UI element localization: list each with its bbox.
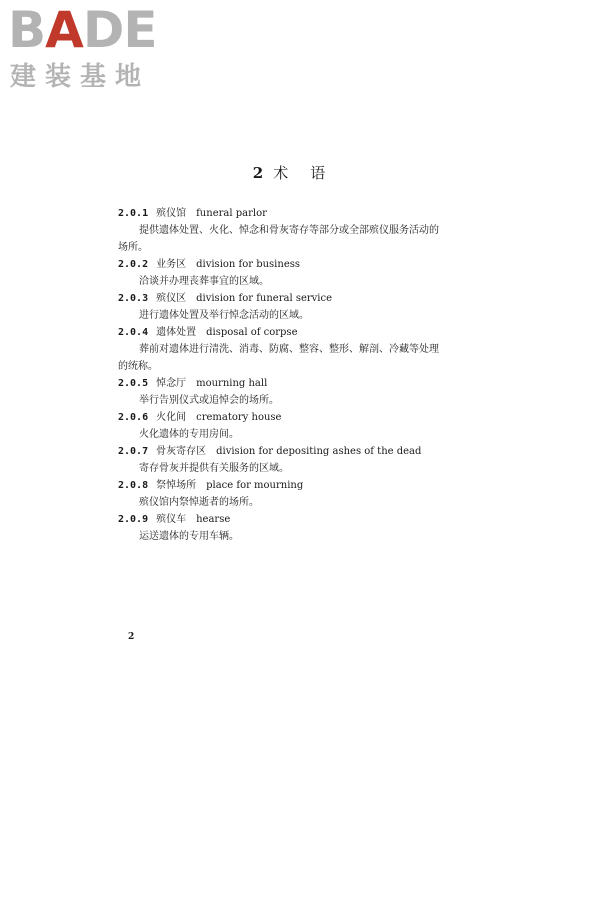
term-heading [118, 290, 448, 307]
term-english: division for business [196, 259, 301, 270]
term-heading [118, 477, 448, 494]
term-chinese: 火化间 [156, 412, 187, 423]
logo-letter-b: B [8, 1, 46, 59]
term-definition: 火化遗体的专用房间。 [139, 429, 239, 440]
term-definition: 提供遗体处置、火化、悼念和骨灰寄存等部分或全部殡仪服务活动的场所。 [118, 225, 439, 253]
term-number: 2.0.4 [118, 327, 149, 338]
term-heading [118, 256, 448, 273]
term-heading [118, 375, 448, 392]
term-chinese: 殡仪车 [156, 514, 187, 525]
term-english: mourning hall [196, 378, 268, 389]
term-definition: 葬前对遗体进行清洗、消毒、防腐、整容、整形、解剖、冷藏等处理的统称。 [118, 344, 439, 372]
term-number: 2.0.3 [118, 293, 149, 304]
page-number: 2 [128, 632, 135, 642]
terms-list [118, 205, 448, 545]
term-heading [118, 443, 448, 460]
term-definition: 进行遗体处置及举行悼念活动的区域。 [139, 310, 309, 321]
chapter-number: 2 [252, 164, 264, 182]
term-number: 2.0.2 [118, 259, 149, 270]
term-definition: 殡仪馆内祭悼逝者的场所。 [139, 497, 259, 508]
term-heading [118, 511, 448, 528]
term-entry [118, 443, 448, 477]
logo-wordmark [8, 1, 157, 59]
term-definition: 洽谈并办理丧葬事宜的区域。 [139, 276, 269, 287]
term-english: division for funeral service [196, 293, 333, 304]
term-definition: 运送遗体的专用车辆。 [139, 531, 239, 542]
term-chinese: 祭悼场所 [156, 480, 197, 491]
chapter-name: 术语 [273, 164, 348, 182]
term-chinese: 殡仪馆 [156, 208, 187, 219]
term-number: 2.0.9 [118, 514, 149, 525]
logo-letters-de: DE [82, 1, 157, 59]
logo [8, 1, 178, 94]
term-english: hearse [196, 514, 231, 525]
term-english: funeral parlor [196, 208, 267, 219]
term-entry [118, 409, 448, 443]
term-english: disposal of corpse [206, 327, 298, 338]
term-english: crematory house [196, 412, 282, 423]
logo-letter-a: A [45, 1, 83, 59]
term-heading [118, 324, 448, 341]
term-entry [118, 477, 448, 511]
term-number: 2.0.1 [118, 208, 149, 219]
term-heading [118, 409, 448, 426]
term-chinese: 业务区 [156, 259, 187, 270]
term-heading [118, 205, 448, 222]
term-number: 2.0.7 [118, 446, 149, 457]
term-chinese: 遗体处置 [156, 327, 197, 338]
term-chinese: 殡仪区 [156, 293, 187, 304]
term-definition: 寄存骨灰并提供有关服务的区域。 [139, 463, 289, 474]
chapter-title [0, 162, 600, 184]
term-entry [118, 324, 448, 375]
term-chinese: 骨灰寄存区 [156, 446, 207, 457]
term-entry [118, 375, 448, 409]
term-entry [118, 256, 448, 290]
term-number: 2.0.6 [118, 412, 149, 423]
term-entry [118, 290, 448, 324]
logo-chinese: 建装基地 [10, 62, 151, 92]
term-number: 2.0.5 [118, 378, 149, 389]
term-definition: 举行告别仪式或追悼会的场所。 [139, 395, 279, 406]
term-number: 2.0.8 [118, 480, 149, 491]
term-entry [118, 205, 448, 256]
term-english: place for mourning [206, 480, 304, 491]
term-entry [118, 511, 448, 545]
term-chinese: 悼念厅 [156, 378, 187, 389]
term-english: division for depositing ashes of the dead [216, 446, 422, 457]
